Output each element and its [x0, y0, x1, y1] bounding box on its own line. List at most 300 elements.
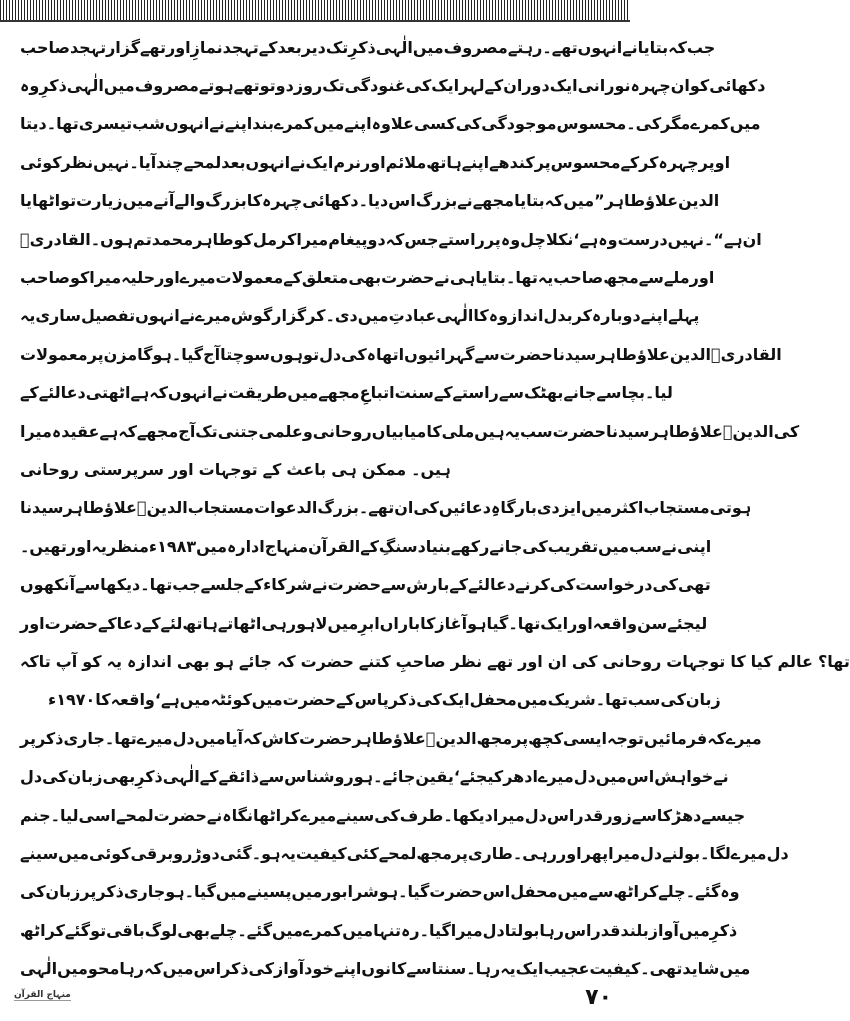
- word: کے: [20, 383, 39, 403]
- word: ۱۹۷۰ء: [48, 690, 96, 710]
- word: جلسے: [200, 575, 245, 595]
- word: کہ: [385, 229, 405, 249]
- word: سیدنا: [552, 344, 597, 364]
- word: اکثر: [612, 498, 644, 518]
- word: کسی: [413, 114, 456, 134]
- word: میں: [58, 843, 90, 863]
- word: ان: [394, 498, 414, 518]
- word: مجھے: [472, 191, 515, 211]
- word: یہ: [91, 536, 107, 556]
- word: ان: [547, 651, 567, 671]
- text-line: [20, 796, 746, 834]
- word: تھا۔: [505, 268, 538, 288]
- word: عقیدہ: [51, 421, 100, 441]
- word: کا: [420, 613, 436, 633]
- word: الٰہی: [436, 306, 474, 326]
- word: انہوں: [164, 114, 210, 134]
- word: پر: [484, 229, 501, 249]
- word: رکھے: [450, 536, 490, 556]
- word: سیدنا: [20, 498, 64, 518]
- word: نے: [661, 536, 678, 556]
- word: اس: [546, 805, 575, 825]
- word: نے: [290, 152, 306, 172]
- text-line: [20, 335, 782, 373]
- word: واقعہ: [592, 613, 638, 633]
- word: کے: [433, 383, 453, 403]
- word: تو: [303, 344, 320, 364]
- text-line: [20, 719, 762, 757]
- word: اپنے: [224, 114, 253, 134]
- word: سے: [631, 805, 657, 825]
- word: اس: [388, 191, 416, 211]
- word: شرکاء: [263, 575, 313, 595]
- word: محو: [87, 959, 120, 979]
- word: تقریب: [547, 536, 599, 556]
- word: دو: [367, 229, 386, 249]
- word: انہوں: [167, 383, 213, 403]
- word: دیر: [301, 37, 326, 57]
- word: میرا: [89, 268, 122, 288]
- word: دھڑکا: [656, 805, 702, 825]
- word: واقعہ: [110, 690, 155, 710]
- word: زور: [603, 805, 632, 825]
- word: ہو: [353, 767, 374, 787]
- word: فرمائیں: [643, 728, 708, 748]
- word: اٹھتی: [85, 383, 131, 403]
- word: کمرے: [302, 920, 343, 940]
- word: گیا: [486, 613, 509, 633]
- word: ایک: [305, 152, 334, 172]
- word: کچھ: [528, 728, 564, 748]
- word: ہاتھ: [426, 152, 462, 172]
- word: بھی: [348, 268, 382, 288]
- word: ذکر: [96, 882, 124, 902]
- word: انداز: [508, 306, 544, 326]
- word: باعث: [286, 459, 327, 479]
- word: علاؤ: [689, 421, 723, 441]
- word: اور: [66, 536, 92, 556]
- word: محسوس: [556, 114, 627, 134]
- word: ذکر: [35, 728, 64, 748]
- word: اس: [626, 767, 655, 787]
- body-text: [20, 28, 850, 988]
- word: کامیابیاں: [371, 421, 442, 441]
- word: سنت: [394, 383, 434, 403]
- word: سب: [627, 690, 661, 710]
- word: گہرائیوں: [404, 344, 475, 364]
- word: اور: [689, 268, 715, 288]
- word: دل: [524, 805, 547, 825]
- word: گیا۔: [171, 344, 204, 364]
- word: عجیب: [543, 959, 590, 979]
- word: کی: [405, 76, 432, 96]
- text-line: [20, 143, 731, 181]
- text-line: [20, 412, 800, 450]
- word: کی: [652, 575, 678, 595]
- word: کی: [549, 575, 576, 595]
- word: لگا۔: [700, 843, 731, 863]
- word: کوئٹہ: [210, 690, 252, 710]
- word: بزرگ: [317, 498, 359, 518]
- header-hatch-band: [0, 0, 630, 22]
- word: لمحے: [378, 843, 417, 863]
- word: اور: [20, 613, 45, 633]
- word: کے: [258, 37, 278, 57]
- word: موجودگی: [481, 114, 557, 134]
- text-line: [20, 105, 761, 143]
- word: بولتا: [504, 920, 540, 940]
- word: ہو: [165, 882, 185, 902]
- word: بھی: [177, 920, 210, 940]
- word: بعد: [277, 37, 302, 57]
- word: کی: [42, 767, 68, 787]
- word: ایزدی: [536, 498, 582, 518]
- word: تھا؟: [817, 651, 850, 671]
- word: نہیں: [667, 229, 704, 249]
- word: الٰہی: [162, 767, 200, 787]
- word: صاحب: [20, 268, 70, 288]
- word: چند: [156, 152, 184, 172]
- text-line: [20, 642, 850, 680]
- word: تنہا: [373, 920, 401, 940]
- word: کی: [571, 651, 598, 671]
- word: ہو: [467, 613, 487, 633]
- word: میرا: [492, 805, 525, 825]
- word: اور: [166, 37, 191, 57]
- word: دعا: [116, 613, 142, 633]
- word: ذکرِ: [39, 76, 67, 96]
- word: حلیہ: [121, 268, 156, 288]
- word: ذکرِ: [709, 920, 738, 940]
- word: اٹھ: [613, 882, 639, 902]
- text-line: [20, 604, 708, 642]
- word: مگر: [661, 114, 691, 134]
- word: بلند: [620, 920, 649, 940]
- word: بھی: [176, 651, 210, 671]
- word: کے: [97, 613, 117, 633]
- word: کی: [20, 882, 46, 902]
- word: باراں: [379, 613, 421, 633]
- word: میرے: [537, 767, 574, 787]
- word: علمی: [258, 421, 303, 441]
- word: میرے: [195, 306, 231, 326]
- word: الدین: [678, 191, 720, 211]
- word: ہو: [214, 651, 234, 671]
- word: پھر: [581, 843, 609, 863]
- word: بعد: [221, 152, 246, 172]
- word: کے: [484, 76, 504, 96]
- word: توجہات: [666, 651, 726, 671]
- word: الدینؒ: [136, 498, 188, 518]
- word: سے: [380, 575, 407, 595]
- word: علاوہ: [371, 114, 414, 134]
- word: طاہر: [63, 498, 104, 518]
- word: دی۔: [325, 306, 358, 326]
- text-line: [20, 220, 762, 258]
- word: اٹھایا: [20, 191, 61, 211]
- word: حضرت: [381, 268, 435, 288]
- word: زبان: [45, 882, 81, 902]
- word: جیسے: [701, 805, 746, 825]
- word: ہے‘: [573, 229, 599, 249]
- word: میں: [581, 498, 613, 518]
- word: آج: [203, 344, 221, 364]
- word: مجھ: [603, 268, 639, 288]
- word: شب: [132, 114, 165, 134]
- word: لئے: [160, 613, 183, 633]
- word: کاش: [261, 728, 300, 748]
- word: تھا۔: [595, 690, 628, 710]
- word: روحانی: [20, 459, 79, 479]
- word: آج: [178, 421, 196, 441]
- word: شریک: [547, 690, 596, 710]
- word: میں: [516, 690, 548, 710]
- word: لیا۔: [645, 383, 673, 403]
- word: دوڑ: [192, 843, 220, 863]
- word: اپنے: [344, 114, 372, 134]
- word: سنتا: [431, 959, 467, 979]
- word: گوش: [230, 306, 273, 326]
- word: بزرگ: [415, 191, 458, 211]
- word: اور: [557, 843, 582, 863]
- word: اور: [518, 651, 543, 671]
- word: ایسی: [563, 728, 607, 748]
- word: طاہر: [649, 421, 690, 441]
- word: بتایا: [514, 191, 545, 211]
- word: کر: [45, 920, 65, 940]
- word: میں: [103, 76, 135, 96]
- text-line: [20, 911, 738, 949]
- word: بتایا: [637, 37, 669, 57]
- word: کے: [335, 690, 355, 710]
- word: کے: [360, 536, 379, 556]
- word: کمرے: [273, 114, 314, 134]
- word: نظر: [450, 651, 483, 671]
- word: صاحبِ: [395, 651, 446, 671]
- word: سنگِ: [378, 536, 418, 556]
- word: کہ: [149, 383, 168, 403]
- word: میرے: [179, 268, 216, 288]
- word: نگاہ: [222, 805, 253, 825]
- text-line: [20, 873, 740, 911]
- word: طاری: [467, 843, 513, 863]
- word: ذکر: [388, 690, 417, 710]
- word: ہے: [99, 421, 119, 441]
- word: کو: [233, 229, 253, 249]
- word: القادریؒ: [20, 229, 91, 249]
- word: الٰہی: [375, 37, 413, 57]
- text-line: [20, 182, 720, 220]
- word: زبان: [685, 690, 721, 710]
- word: اور: [155, 268, 180, 288]
- word: سے: [596, 383, 622, 403]
- word: کر: [639, 882, 659, 902]
- word: اندازہ: [127, 651, 172, 671]
- word: حضرت: [327, 575, 381, 595]
- word: چہرہ: [262, 191, 303, 211]
- word: میں: [162, 959, 194, 979]
- word: وہ: [720, 882, 740, 902]
- word: ذائقے: [218, 767, 260, 787]
- word: تھی۔: [640, 959, 683, 979]
- word: حضرت: [153, 805, 207, 825]
- word: تہجد: [222, 37, 259, 57]
- word: جائے۔: [373, 767, 416, 787]
- word: قدر: [574, 805, 604, 825]
- word: تک: [195, 421, 218, 441]
- word: ادھر: [503, 767, 538, 787]
- word: نے: [312, 575, 328, 595]
- word: کہ: [544, 191, 564, 211]
- word: دیتا: [20, 114, 47, 134]
- word: غنودگی: [344, 76, 406, 96]
- word: وہ: [500, 229, 521, 249]
- word: تو: [60, 191, 77, 211]
- word: جاری: [63, 728, 105, 748]
- word: ”میں: [563, 191, 605, 211]
- word: کہ: [707, 728, 726, 748]
- word: آیا: [225, 728, 244, 748]
- word: دکھائی: [302, 191, 359, 211]
- word: دل: [172, 728, 195, 748]
- word: لمحے: [115, 805, 154, 825]
- word: ہوتے: [198, 76, 234, 96]
- word: دل: [573, 767, 596, 787]
- word: دل: [319, 344, 342, 364]
- word: تک: [322, 76, 345, 96]
- word: ساری: [35, 306, 82, 326]
- minhaj-logo: منہاج القرآن: [14, 990, 71, 1000]
- word: گزار: [272, 306, 307, 326]
- word: کو: [69, 268, 90, 288]
- word: تھے: [140, 37, 166, 57]
- word: توجہات: [198, 459, 258, 479]
- word: سے: [474, 344, 500, 364]
- word: روشناس: [284, 767, 354, 787]
- word: والے: [174, 191, 206, 211]
- word: کہ: [118, 421, 137, 441]
- word: بولنے: [662, 843, 701, 863]
- word: میں: [272, 920, 303, 940]
- word: تھا۔: [104, 728, 137, 748]
- word: سیدنا: [605, 421, 650, 441]
- word: روز: [293, 76, 323, 96]
- word: صاحب: [20, 37, 70, 57]
- word: سب: [629, 536, 662, 556]
- word: عالم: [777, 651, 813, 671]
- word: یہ: [500, 959, 516, 979]
- word: ایک: [431, 76, 460, 96]
- word: چلے: [209, 920, 238, 940]
- word: گیا۔: [419, 920, 451, 940]
- word: کا: [473, 306, 489, 326]
- word: جاری: [123, 882, 166, 902]
- word: میں: [327, 613, 359, 633]
- word: دل: [640, 843, 663, 863]
- word: راستے: [452, 383, 499, 403]
- word: کہ: [243, 728, 262, 748]
- word: درخواست: [575, 575, 653, 595]
- word: کیفیت: [589, 959, 641, 979]
- word: نورانی: [577, 76, 631, 96]
- word: ہو۔: [251, 843, 281, 863]
- word: کندھے: [489, 152, 535, 172]
- word: تو: [259, 76, 276, 96]
- word: کی: [660, 690, 686, 710]
- word: میں: [729, 114, 761, 134]
- word: سرپرستی: [83, 459, 164, 479]
- word: جب: [686, 37, 716, 57]
- text-line: [20, 258, 715, 296]
- word: بتایا: [475, 268, 506, 288]
- word: نے: [209, 114, 225, 134]
- word: انہوں: [135, 306, 180, 326]
- word: وہ: [598, 229, 618, 249]
- word: دیکھا: [100, 575, 141, 595]
- word: ایک: [549, 76, 578, 96]
- word: نے: [206, 805, 223, 825]
- word: تھا۔: [46, 114, 79, 134]
- word: گئے۔: [237, 920, 273, 940]
- word: سے: [638, 268, 664, 288]
- word: میں: [678, 920, 710, 940]
- word: سے: [75, 575, 101, 595]
- word: طریقت: [227, 383, 288, 403]
- word: کے: [283, 268, 302, 288]
- word: پر: [80, 882, 97, 902]
- word: لوگ: [144, 920, 178, 940]
- word: الدینؒ: [722, 421, 774, 441]
- word: ملے: [663, 268, 690, 288]
- word: شاید: [682, 959, 720, 979]
- word: راستے: [438, 229, 485, 249]
- word: اپنی: [677, 536, 712, 556]
- word: میرا: [296, 229, 329, 249]
- word: دل: [766, 843, 789, 863]
- word: اتھاہ: [366, 344, 405, 364]
- word: شرابور: [322, 882, 379, 902]
- word: ذکرِ: [348, 37, 376, 57]
- word: میں: [122, 191, 154, 211]
- word: القادریؒ: [711, 344, 782, 364]
- word: ہو: [378, 882, 399, 902]
- word: القرآن: [308, 536, 361, 556]
- text-line: [20, 757, 729, 795]
- word: زبان: [67, 767, 103, 787]
- word: زیارت: [76, 191, 123, 211]
- word: چہرہ: [630, 76, 671, 96]
- word: رہا۔: [466, 959, 501, 979]
- word: محفل: [469, 690, 517, 710]
- word: یہ: [280, 843, 296, 863]
- word: نہیں: [93, 152, 130, 172]
- text-line: [20, 565, 711, 603]
- word: رہا: [539, 920, 564, 940]
- word: علاؤ: [636, 344, 670, 364]
- word: وہ: [488, 306, 509, 326]
- text-line: [20, 949, 751, 987]
- word: چلے: [658, 882, 686, 902]
- word: میں: [342, 920, 374, 940]
- word: میں: [57, 959, 88, 979]
- word: تھیں۔: [20, 536, 67, 556]
- word: لاہور: [286, 613, 328, 633]
- text-line: [20, 28, 716, 66]
- word: ذکر: [221, 959, 249, 979]
- word: اوپر: [698, 152, 731, 172]
- word: کی: [522, 536, 548, 556]
- word: کہ: [143, 959, 163, 979]
